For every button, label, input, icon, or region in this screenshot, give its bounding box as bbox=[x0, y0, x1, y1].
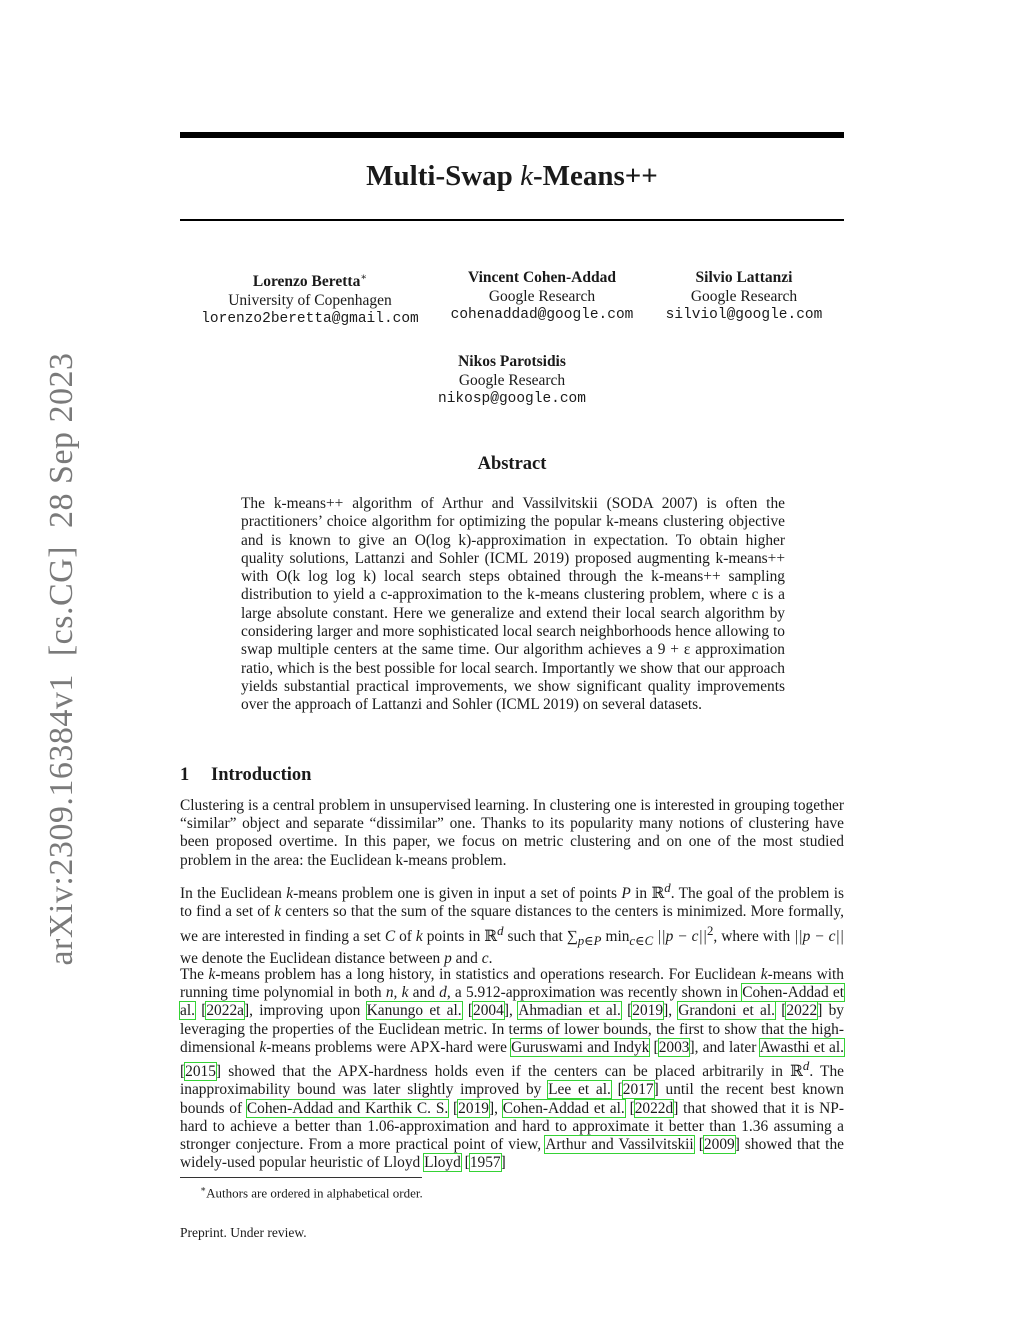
title-suffix: -Means++ bbox=[532, 160, 658, 192]
section-heading bbox=[180, 765, 844, 786]
author-email: cohenaddad@google.com bbox=[450, 307, 634, 323]
intro-paragraph-3: The k-means problem has a long history, in statistics and operations research. For Euclidean k-means with running time polynomial in both n, k and d, a 5.912-approximation was recently shown in Cohen-Addad et al. [2022a], improving upon Kanungo et al. [2004], Ahmadian et al. [2019], Grandoni et al. [2022] by leveraging the properties of the Euclidean metric. In terms of lower bounds, the first to show that the high-dimensional k-means problems were APX-hard were Guruswami and Indyk [2003], and later Awasthi et al. [2015] showed that the APX-hardness holds even if the centers can be placed arbitrarily in ℝ$^d$. The inapproximability bound was later slightly improved by Lee et al. [2017] until the recent best known bounds of Cohen-Addad and Karthik C. S. [2019], Cohen-Addad et al. [2022d] that showed that it is NP-hard to achieve a better than 1.06-approximation and hard to approximate it better than 1.36 assuming a stronger conjecture. From a more practical point of view, Arthur and Vassilvitskii [2009] showed that the widely-used popular heuristic of Lloyd Lloyd [1957] bbox=[180, 966, 844, 1172]
citation-link[interactable]: Kanungo et al. bbox=[366, 1002, 462, 1020]
author-email: silviol@google.com bbox=[665, 307, 823, 323]
title-top-rule bbox=[180, 132, 844, 138]
citation-year-link[interactable]: 2015 bbox=[185, 1063, 216, 1081]
arxiv-identifier-stamp bbox=[43, 334, 81, 965]
section-number: 1 bbox=[180, 765, 190, 785]
paper-title bbox=[180, 160, 844, 193]
citation-link[interactable]: Lee et al. bbox=[548, 1081, 611, 1099]
preprint-notice: Preprint. Under review. bbox=[180, 1225, 307, 1240]
arxiv-id: arXiv:2309.16384v1 bbox=[43, 674, 80, 966]
abstract-text: The k-means++ algorithm of Arthur and Vassilvitskii (SODA 2007) is often the practitioners’ choice algorithm for optimizing the popular k-means clustering objective and is known to give an O(log k)-approximation in expectation. To obtain higher quality solutions, Lattanzi and Sohler (ICML 2019) proposed augmenting k-means++ with O(k log log k) local search steps obtained through the k-means++ sampling distribution to yield a c-approximation to the k-means clustering problem, where c is a large absolute constant. Here we generalize and extend their local search algorithm by considering larger and more sophisticated local search neighborhoods hence allowing to swap multiple centers at the same time. Our algorithm achieves a 9 + ε approximation ratio, which is the best possible for local search. Importantly we show that our approach yields substantial practical improvements, we show significant quality improvements over the approach of Lattanzi and Sohler (ICML 2019) on several datasets. bbox=[241, 495, 785, 714]
author-block bbox=[662, 268, 826, 325]
footnote bbox=[180, 1181, 844, 1201]
citation-link[interactable]: Cohen-Addad et al. bbox=[502, 1099, 625, 1117]
citation-year-link[interactable]: 2003 bbox=[658, 1038, 690, 1056]
citation-year-link[interactable]: 2004 bbox=[473, 1002, 504, 1020]
author-name: Lorenzo Beretta∗ bbox=[252, 272, 368, 291]
objective-formula: $\sum_{p\in P}$ $\min_{c\in C} ||p - c||^2$ bbox=[566, 923, 714, 948]
citation-year-link[interactable]: 2019 bbox=[632, 1002, 664, 1020]
section-title: Introduction bbox=[211, 765, 312, 785]
arxiv-category: [cs.CG] bbox=[43, 545, 80, 657]
citation-year-link[interactable]: 2019 bbox=[458, 1099, 489, 1117]
author-email: lorenzo2beretta@gmail.com bbox=[201, 311, 419, 328]
author-affiliation: Google Research bbox=[488, 288, 596, 305]
citation-year-link[interactable]: 2009 bbox=[703, 1135, 735, 1153]
citation-link[interactable]: Awasthi et al. bbox=[759, 1038, 844, 1056]
title-prefix: Multi-Swap bbox=[366, 160, 521, 192]
author-name: Nikos Parotsidis bbox=[458, 353, 566, 370]
author-block bbox=[412, 352, 612, 409]
author-affiliation: Google Research bbox=[458, 372, 566, 389]
citation-year-link[interactable]: 2022d bbox=[634, 1099, 674, 1117]
author-block bbox=[200, 268, 420, 329]
citation-link[interactable]: Lloyd bbox=[424, 1154, 461, 1172]
footnote-mark: ∗ bbox=[200, 1184, 207, 1194]
author-affiliation: University of Copenhagen bbox=[228, 292, 392, 310]
author-footnote-mark: ∗ bbox=[360, 272, 368, 283]
author-name: Vincent Cohen-Addad bbox=[468, 269, 616, 286]
title-variable: k bbox=[520, 160, 533, 192]
title-bottom-rule bbox=[180, 219, 844, 221]
arxiv-date: 28 Sep 2023 bbox=[43, 352, 80, 528]
citation-link[interactable]: Cohen-Addad et al. bbox=[180, 984, 844, 1020]
footnote-text: Authors are ordered in alphabetical order. bbox=[206, 1185, 423, 1201]
citation-year-link[interactable]: 1957 bbox=[469, 1154, 501, 1172]
citation-year-link[interactable]: 2022 bbox=[786, 1002, 818, 1020]
citation-link[interactable]: Cohen-Addad and Karthik C. S. bbox=[246, 1099, 449, 1117]
citation-link[interactable]: Ahmadian et al. bbox=[518, 1002, 621, 1020]
citation-year-link[interactable]: 2017 bbox=[622, 1081, 654, 1099]
author-name: Silvio Lattanzi bbox=[695, 269, 793, 286]
abstract-heading: Abstract bbox=[477, 454, 547, 474]
footnote-rule bbox=[180, 1177, 422, 1178]
intro-paragraph-1: Clustering is a central problem in unsupervised learning. In clustering one is interested in grouping together “similar” object and separate “dissimilar” one. Thanks to its popularity many notions of clustering have been proposed overtime. In this paper, we focus on metric clustering and on one of the most studied problem in the area: the Euclidean k-means problem. bbox=[180, 797, 844, 869]
author-block bbox=[442, 268, 642, 325]
intro-paragraph-2: In the Euclidean k-means problem one is given in input a set of points P in ℝ$^d$. The goal of the problem is to find a set of k centers so that the sum of the square distances to the centers is minimized. More formally, we are interested in finding a set C of k points in ℝ$^d$ such that $\sum_{p\in P}$ $\min_{c\in C} ||p - c||^2$, where with ||p − c|| we denote the Euclidean distance between p and c. bbox=[180, 881, 845, 967]
citation-link[interactable]: Guruswami and Indyk bbox=[511, 1038, 650, 1056]
citation-year-link[interactable]: 2022a bbox=[206, 1002, 244, 1020]
author-email: nikosp@google.com bbox=[438, 391, 586, 407]
author-affiliation: Google Research bbox=[690, 288, 798, 305]
citation-link[interactable]: Arthur and Vassilvitskii bbox=[545, 1135, 694, 1153]
citation-link[interactable]: Grandoni et al. bbox=[678, 1002, 776, 1020]
